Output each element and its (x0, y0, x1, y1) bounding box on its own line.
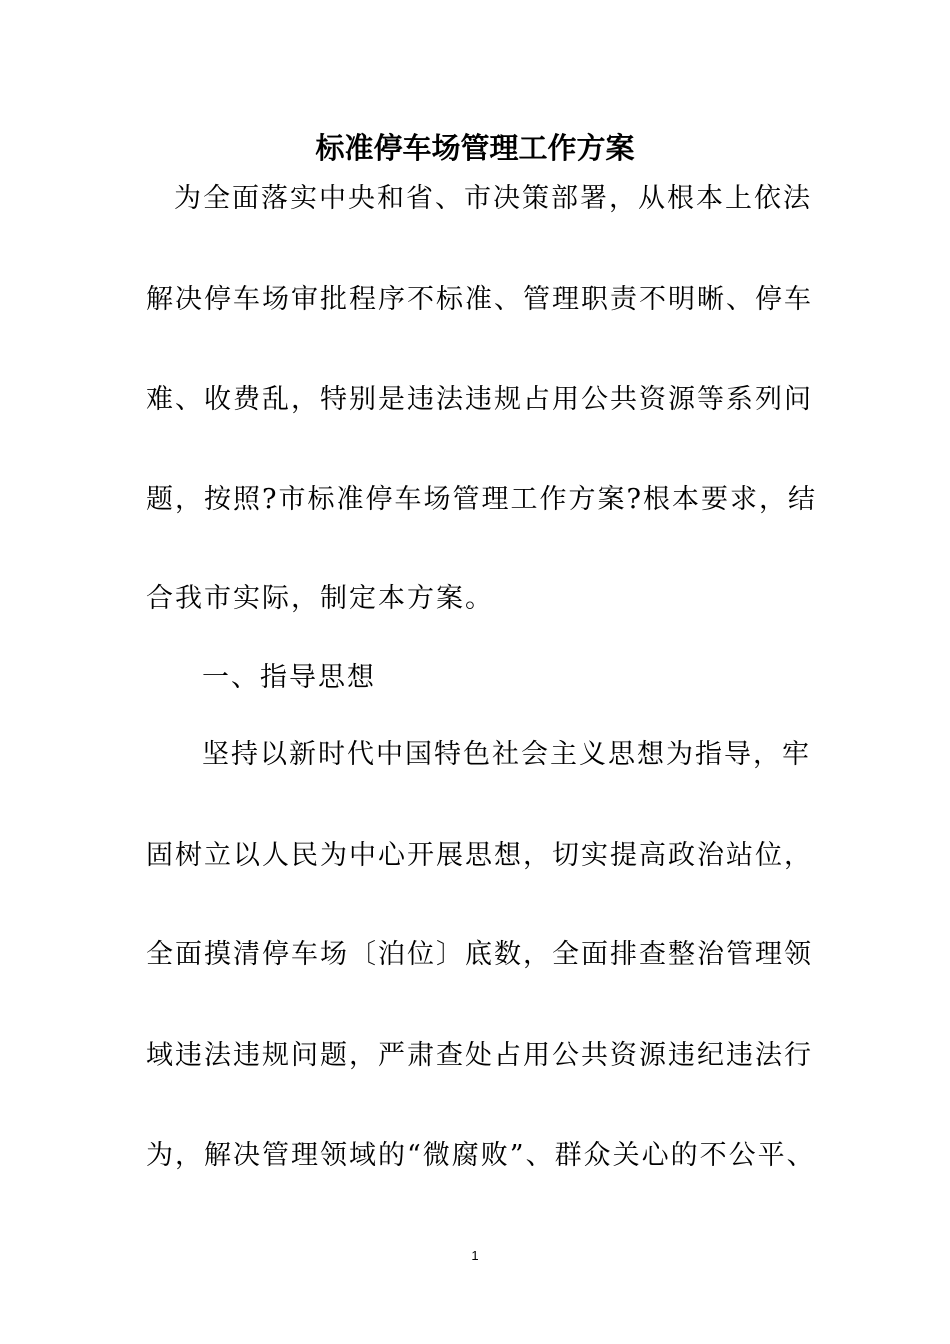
page-number: 1 (471, 1248, 479, 1263)
section-heading: 一、指导思想 (202, 662, 376, 693)
paragraph-line: 为，解决管理领域的“微腐败”、群众关心的不公平、 (146, 1140, 816, 1171)
paragraph-line: 坚持以新时代中国特色社会主义思想为指导，牢 (202, 739, 811, 770)
paragraph-line: 固树立以人民为中心开展思想，切实提高政治站位， (146, 840, 813, 871)
paragraph-line: 全面摸清停车场〔泊位〕底数，全面排查整治管理领 (146, 939, 813, 970)
paragraph-line: 解决停车场审批程序不标准、管理职责不明晰、停车 (146, 284, 813, 315)
paragraph-line: 题，按照?市标准停车场管理工作方案?根本要求，结 (146, 484, 817, 515)
paragraph-line: 合我市实际，制定本方案。 (146, 583, 494, 614)
paragraph-line: 难、收费乱，特别是违法违规占用公共资源等系列问 (146, 384, 813, 415)
paragraph-line: 为全面落实中央和省、市决策部署，从根本上依法 (174, 183, 812, 214)
paragraph-line: 域违法违规问题，严肃查处占用公共资源违纪违法行 (146, 1040, 813, 1071)
document-title: 标准停车场管理工作方案 (315, 131, 635, 165)
